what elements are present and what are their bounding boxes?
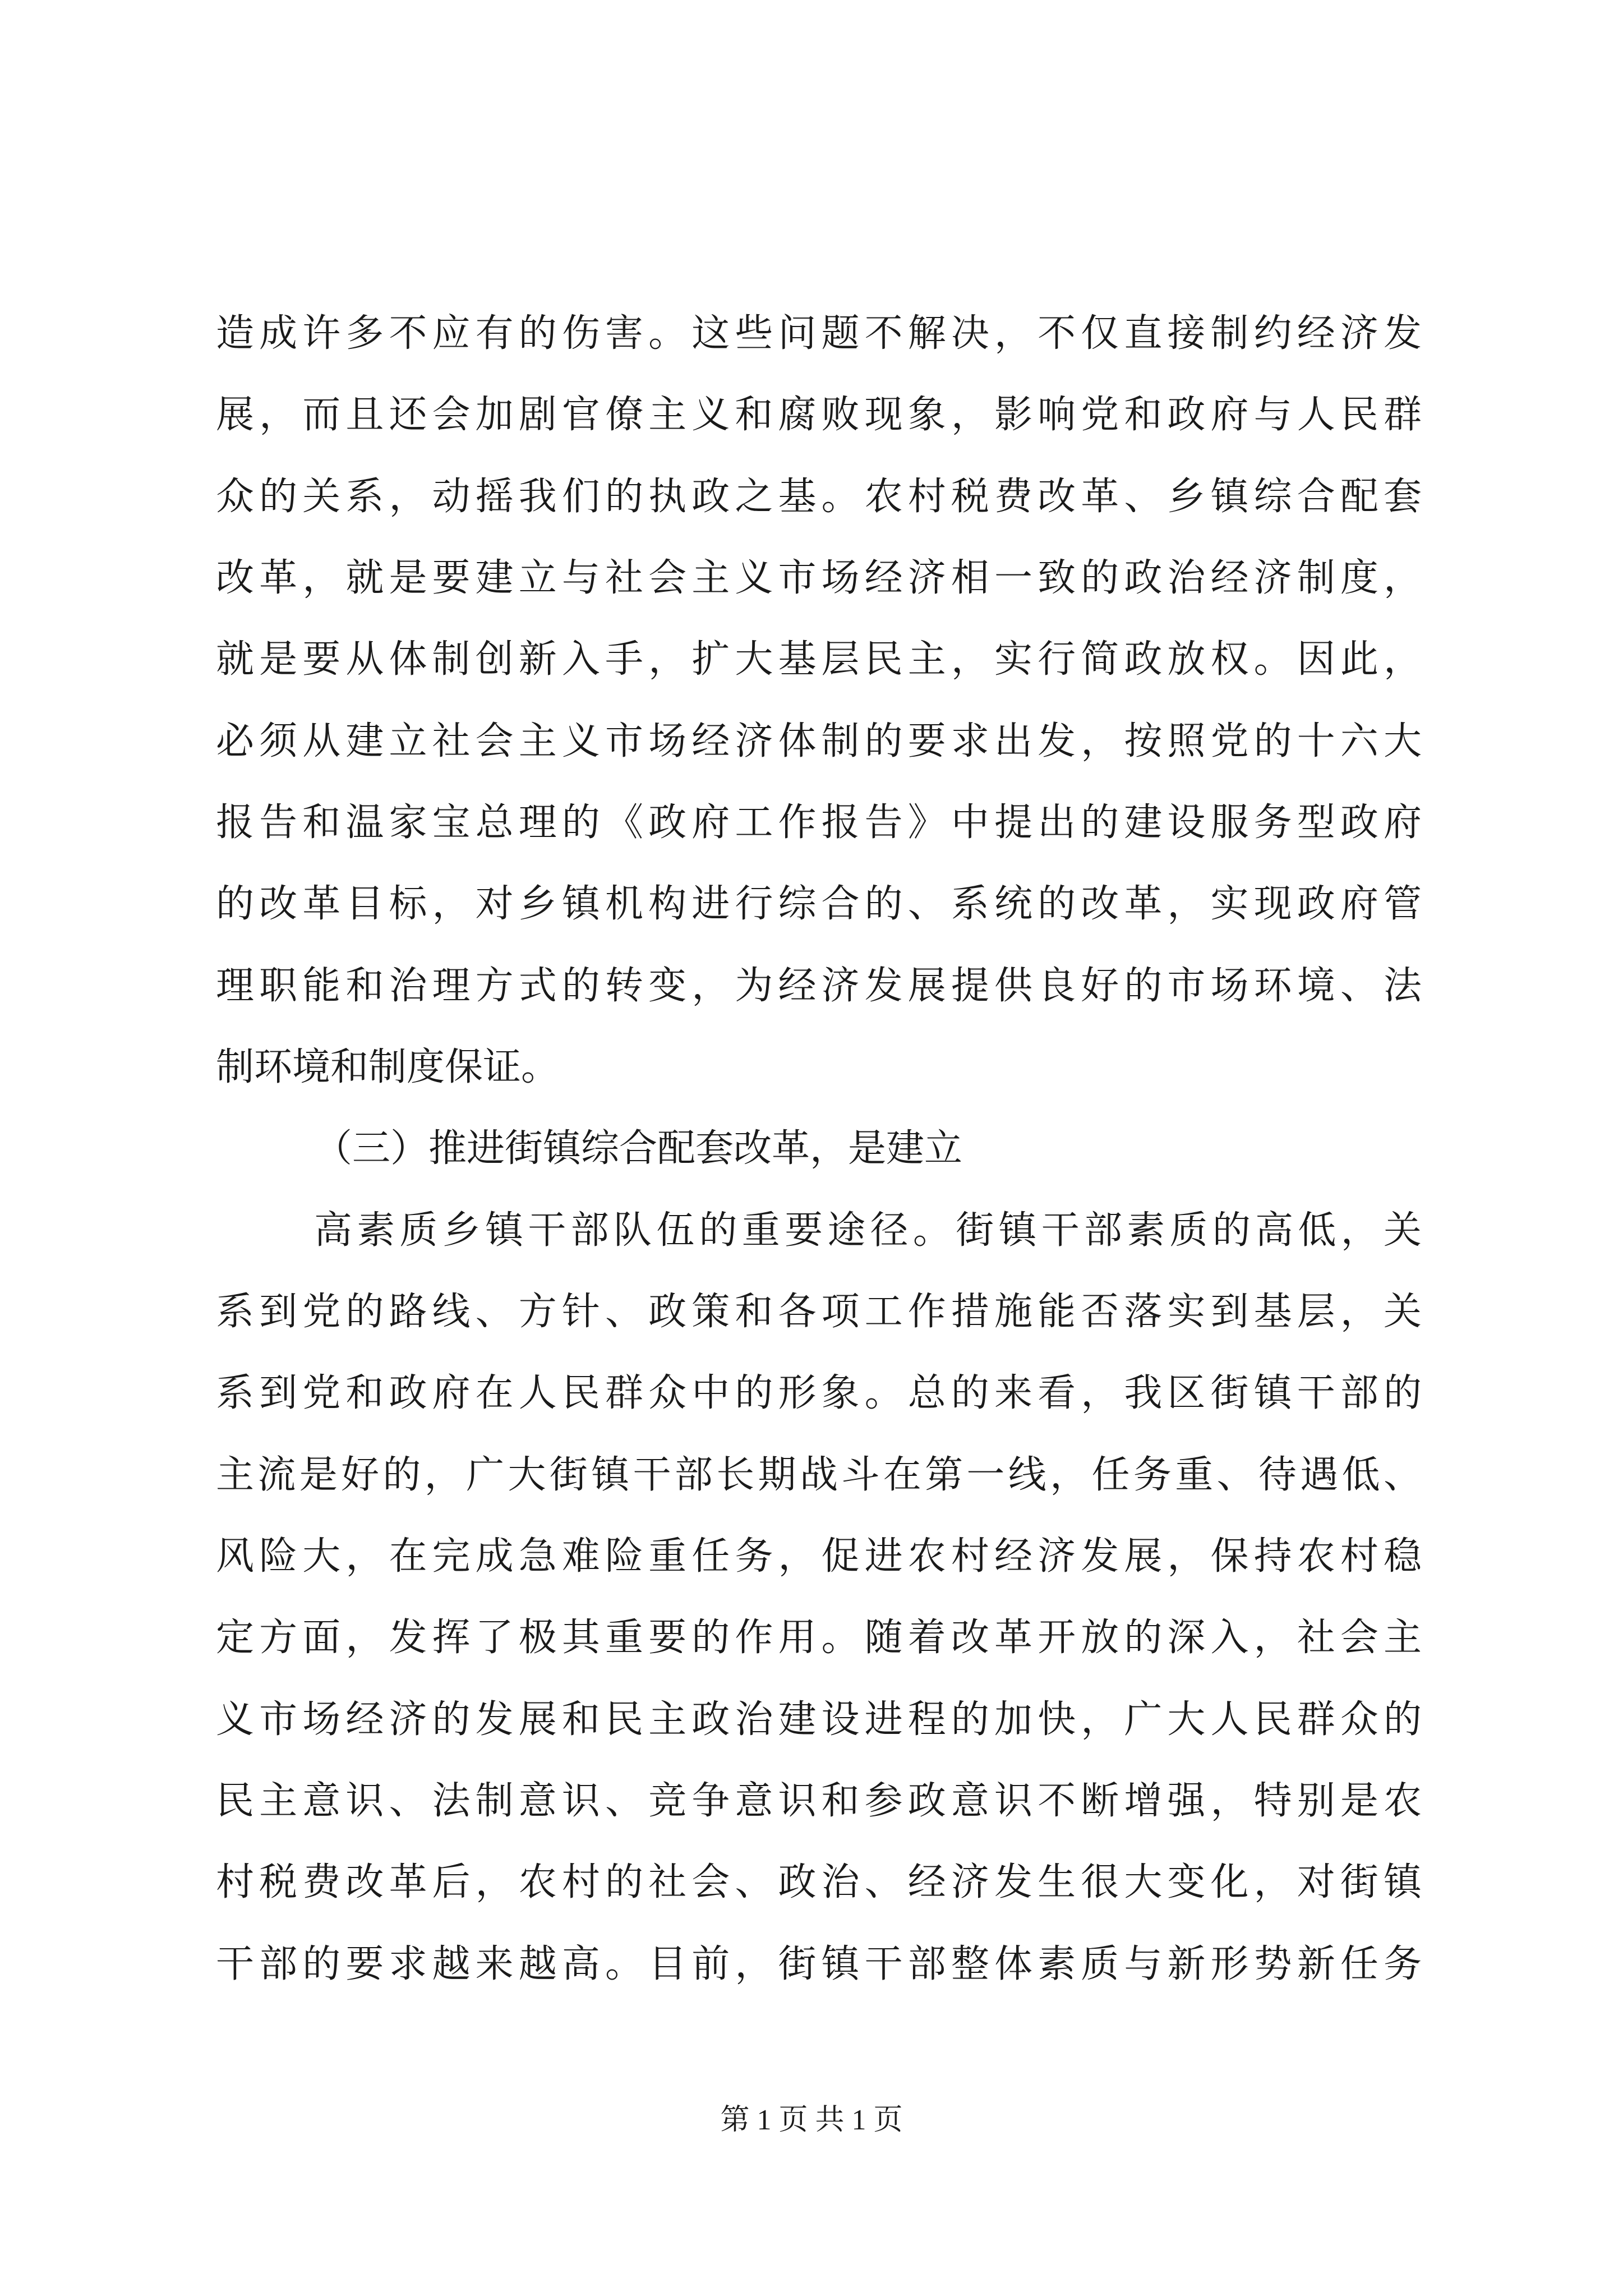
- body-line-14: 系到党和政府在人民群众中的形象。总的来看，我区街镇干部的: [216, 1371, 1422, 1415]
- section-heading: （三）推进街镇综合配套改革，是建立: [314, 1126, 963, 1171]
- body-line-7: 报告和温家宝总理的《政府工作报告》中提出的建设服务型政府: [216, 800, 1422, 845]
- body-line-15: 主流是好的，广大街镇干部长期战斗在第一线，任务重、待遇低、: [216, 1453, 1422, 1497]
- body-line-5: 就是要从体制创新入手，扩大基层民主，实行简政放权。因此，: [216, 637, 1422, 682]
- body-line-19: 民主意识、法制意识、竞争意识和参政意识不断增强，特别是农: [216, 1779, 1422, 1823]
- body-line-6: 必须从建立社会主义市场经济体制的要求出发，按照党的十六大: [216, 719, 1422, 763]
- body-line-21: 干部的要求越来越高。目前，街镇干部整体素质与新形势新任务: [216, 1942, 1422, 1986]
- body-line-16: 风险大，在完成急难险重任务，促进农村经济发展，保持农村稳: [216, 1534, 1422, 1579]
- body-line-20: 村税费改革后，农村的社会、政治、经济发生很大变化，对街镇: [216, 1860, 1422, 1904]
- body-line-3: 众的关系，动摇我们的执政之基。农村税费改革、乡镇综合配套: [216, 475, 1422, 519]
- body-line-13: 系到党的路线、方针、政策和各项工作措施能否落实到基层，关: [216, 1290, 1422, 1334]
- body-line-2: 展，而且还会加剧官僚主义和腐败现象，影响党和政府与人民群: [216, 393, 1422, 437]
- body-line-12: 高素质乡镇干部队伍的重要途径。街镇干部素质的高低，关: [314, 1208, 1422, 1253]
- body-line-1: 造成许多不应有的伤害。这些问题不解决，不仅直接制约经济发: [216, 311, 1422, 356]
- body-line-9: 理职能和治理方式的转变，为经济发展提供良好的市场环境、法: [216, 964, 1422, 1008]
- body-line-18: 义市场经济的发展和民主政治建设进程的加快，广大人民群众的: [216, 1697, 1422, 1742]
- body-line-10: 制环境和制度保证。: [216, 1045, 560, 1089]
- body-line-4: 改革，就是要建立与社会主义市场经济相一致的政治经济制度，: [216, 556, 1422, 600]
- body-line-8: 的改革目标，对乡镇机构进行综合的、系统的改革，实现政府管: [216, 882, 1422, 926]
- page-footer: 第 1 页 共 1 页: [720, 2104, 903, 2136]
- body-line-17: 定方面，发挥了极其重要的作用。随着改革开放的深入，社会主: [216, 1616, 1422, 1660]
